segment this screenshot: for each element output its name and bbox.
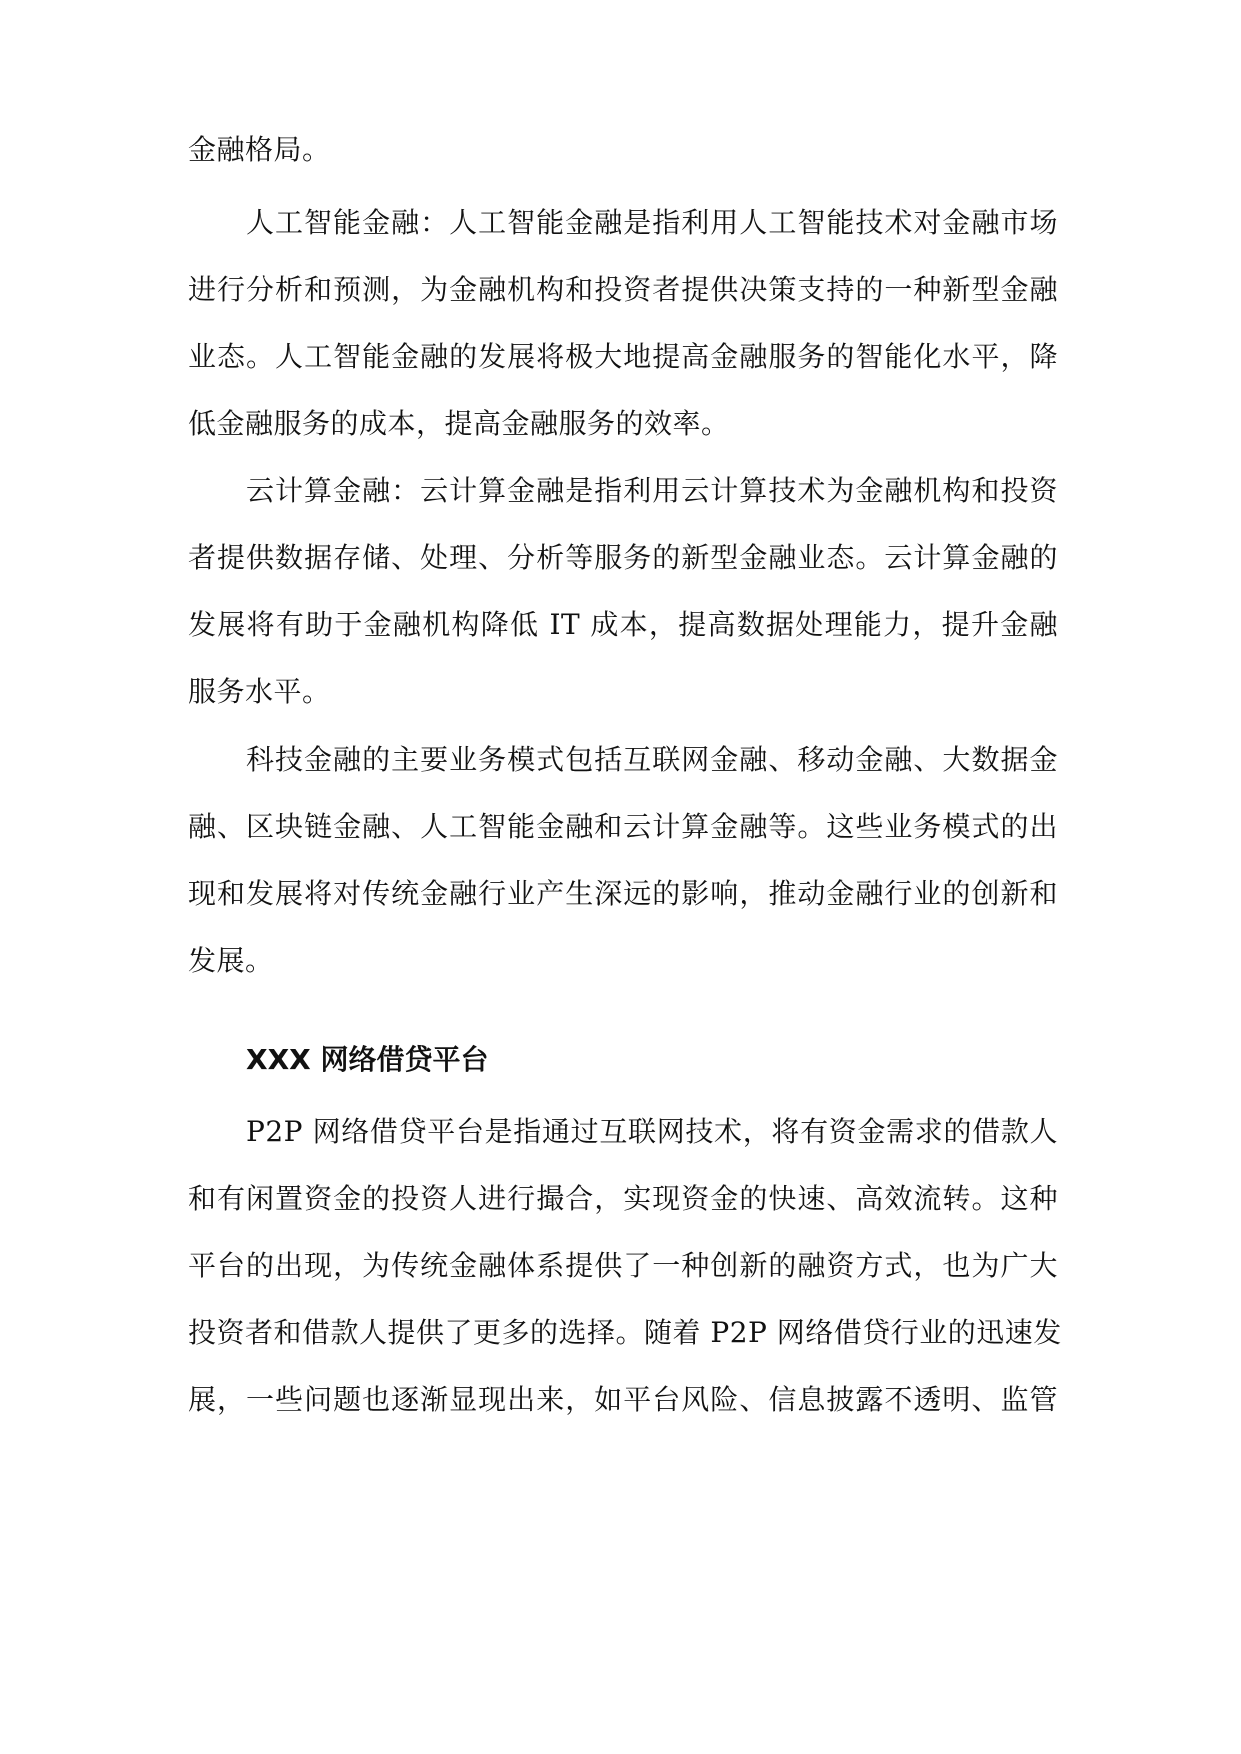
paragraph-line: 展，一些问题也逐渐显现出来，如平台风险、信息披露不透明、监管 xyxy=(188,1383,1058,1416)
paragraph-line: 发展。 xyxy=(188,944,274,977)
paragraph-line: 业态。人工智能金融的发展将极大地提高金融服务的智能化水平，降 xyxy=(188,340,1058,373)
paragraph-line: 平台的出现，为传统金融体系提供了一种创新的融资方式，也为广大 xyxy=(188,1249,1058,1282)
paragraph-line: 科技金融的主要业务模式包括互联网金融、移动金融、大数据金 xyxy=(246,743,1058,776)
section-heading: XXX 网络借贷平台 xyxy=(246,1043,489,1076)
paragraph-line: 进行分析和预测，为金融机构和投资者提供决策支持的一种新型金融 xyxy=(188,273,1058,306)
paragraph-line: 发展将有助于金融机构降低 IT 成本，提高数据处理能力，提升金融 xyxy=(188,608,1058,641)
paragraph-line: 低金融服务的成本，提高金融服务的效率。 xyxy=(188,407,730,440)
paragraph-line: 和有闲置资金的投资人进行撮合，实现资金的快速、高效流转。这种 xyxy=(188,1182,1058,1215)
paragraph-line: 金融格局。 xyxy=(188,133,331,166)
paragraph-line: 者提供数据存储、处理、分析等服务的新型金融业态。云计算金融的 xyxy=(188,541,1058,574)
paragraph-line: P2P 网络借贷平台是指通过互联网技术，将有资金需求的借款人 xyxy=(246,1115,1058,1148)
paragraph-line: 投资者和借款人提供了更多的选择。随着 P2P 网络借贷行业的迅速发 xyxy=(188,1316,1062,1349)
paragraph-line: 融、区块链金融、人工智能金融和云计算金融等。这些业务模式的出 xyxy=(188,810,1058,843)
paragraph-line: 服务水平。 xyxy=(188,675,331,708)
paragraph-line: 云计算金融：云计算金融是指利用云计算技术为金融机构和投资 xyxy=(246,474,1058,507)
paragraph-line: 现和发展将对传统金融行业产生深远的影响，推动金融行业的创新和 xyxy=(188,877,1058,910)
paragraph-line: 人工智能金融：人工智能金融是指利用人工智能技术对金融市场 xyxy=(246,206,1058,239)
